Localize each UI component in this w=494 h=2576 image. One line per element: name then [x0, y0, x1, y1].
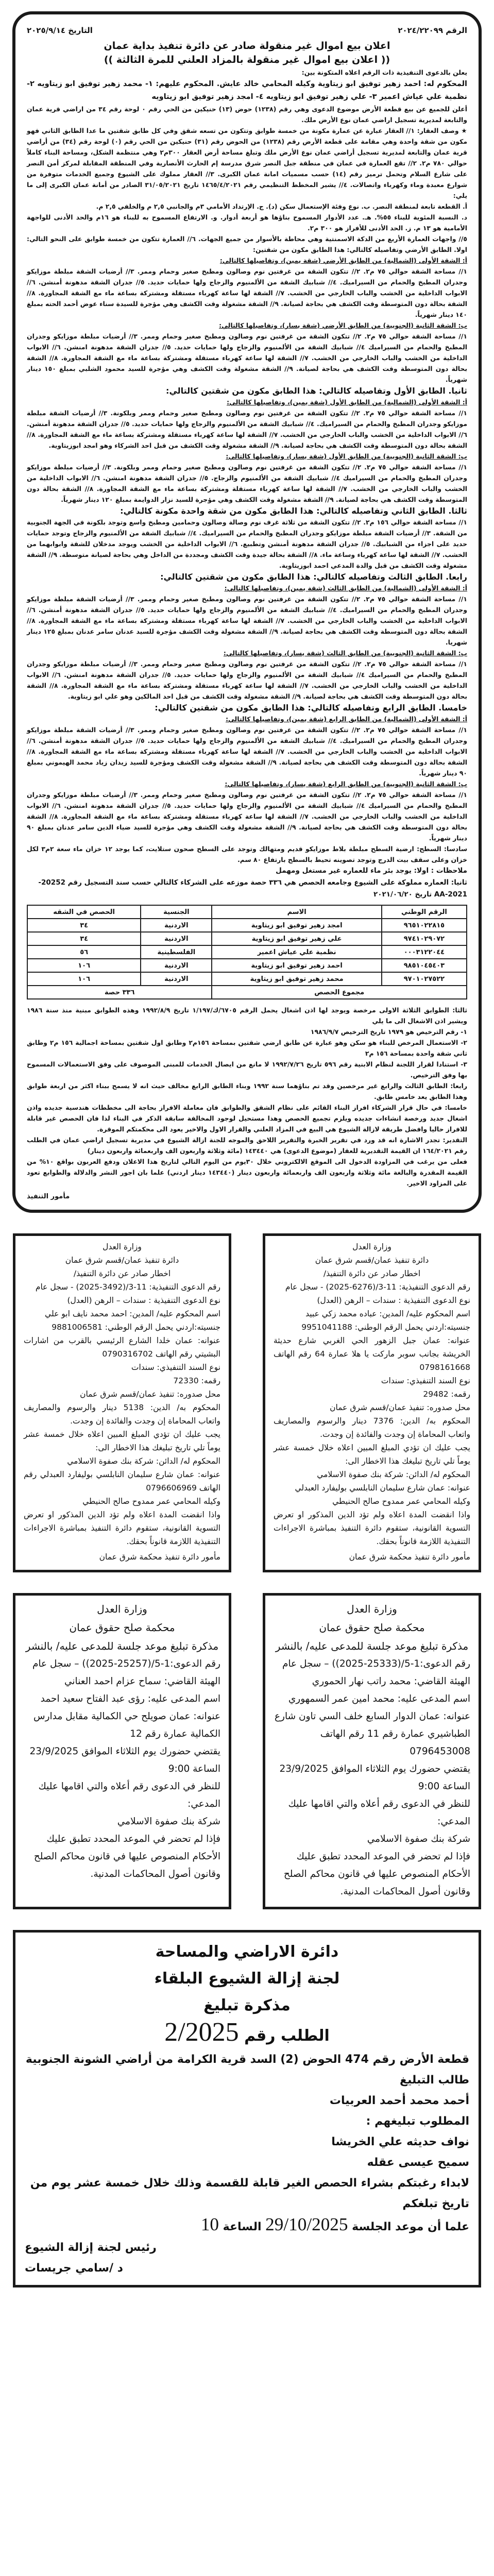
- floors-list: [27, 255, 467, 843]
- session-label: علما أن موعد الجلسة: [352, 2221, 469, 2233]
- memo-title: مذكرة تبليغ: [203, 1996, 291, 2014]
- notice-line: رقم الدعوى التنفيذية: 11-3/(6276-2025) - سجل عام: [285, 1282, 470, 1292]
- notice-line: اسم المحكوم عليه/ المدين: احمد محمد نايف ابو علي: [45, 1309, 220, 1318]
- table-cell: ٩٧٠١٠٢٧٥٢٢: [382, 972, 467, 986]
- notice-line: يجب عليك ان تؤدي المبلغ المبين اعلاه خلال خمسة عشر يوماً تلي تاريخ تبليغك هذا الاخطار الى:: [24, 1430, 220, 1452]
- execution-notice: [13, 1233, 231, 1572]
- plan-details-1: أ. القطعة تابعة لمنطقة النصر. ب. نوع وفئة الإستعمال سكن (د). ج. الإرتداد الأمامي ٣م والجانبي ٢,٥ م والخلفي ٢,٥ م.: [96, 202, 467, 210]
- notice-line: اسم المدعى عليه: رؤى عبد الفتاح سعيد احمد: [40, 1693, 220, 1704]
- floor-heading: ثانيا. الطابق الأول وتفاصيله كالتالي: هذا الطابق مكون من شقتين كالتالي:: [166, 386, 467, 396]
- notice-line: واذا انقضت المدة اعلاه ولم تؤد الدين المذكور او تعرض التسوية القانونية، ستقوم دائرة التنفيذ بمباشرة الاجراءات التنفيذية اللازمة قانوناً بحقك.: [274, 1510, 470, 1546]
- table-cell: الفلسطينية: [141, 945, 212, 959]
- apartment-details: ١// مساحة الشقة حوالي ٧٥ م٢. ٢// تتكون الشقة من غرفتين نوم وصالون ومطبخ صغير وحمام وممر وبلكونة. ٣// أرضيات مبلطة موزايكو وجدران المطبخ والحمام من السيراميك ٤// شبابيك الشقة من الألمنيوم والزجاج. ٥// جدران الشقة مدهونة امنشن. ٦// الابواب الداخلية من الخشب والباب الخارجي من الخشب. ٧// الشقة لها ساعة كهرباء مستقلة ومشتركة بساعة ماء مع الشقة المجاورة. ٨// الشقة بحالة دون المتوسطة وقت الكشف هي بحاجة لصيانة. ٩// الشقة مشغولة وقت الكشف وهي مؤجرة للسيد نزار الدوايمة بمبلغ ١٢٠ دينار شهرياً.: [27, 463, 467, 503]
- apartment-details: ١// مساحة الشقة حوالي ٧٥ م٢. ٢// تتكون الشقة من غرفتين نوم وصالون ومطبخ صغير وحمام وممر. ٣// أرضيات مبلطة موزايكو وجدران المطبخ والحمام من السيراميك ٤// شبابيك الشقة من الألمنيوم والزجاج ولها حمايات حديد. ٥// جدران الشقة مدهونة امنشن. ٦// الابواب الداخلية من الخشب والباب الخارجي من الخشب. ٧// الشقة لها ساعة كهرباء مستقلة ومشتركة بساعة ماء مع الشقة المجاورة. ٨// الشقة بحالة دون المتوسطة وقت الكشف هي بحاجة لصيانة. ٩// الشقة مشغولة وقت الكشف وهي مؤجرة للسيد محمود الشلبي بمبلغ ١٥٠ دينار شهرياً.: [27, 332, 467, 383]
- note-3: ثالثا: الطوابق الثلاثة الاولى مرخصة ويوجد لها اذن اشغال يحمل الرقم ٦٧٠٥/ك/١/١٩٧ تاريخ ١٩٩٢/٨/٩ وهذه الطوابق مبنية منذ سنة ١٩٨٦ ويشير اذن الاشغال الى ما يلي: [27, 1006, 467, 1025]
- note-2: ثانيا: العماره مملوكة على الشيوع وجامعه الحصص هي ٣٣٦ حصة موزعه على الشركاء كالتالي حسب سند التسجيل رقم 20252-AA-2021 تاريخ ٢٠٢١/٠٦/٢٠: [38, 878, 467, 899]
- notice-line: يقتضي حضورك يوم الثلاثاء الموافق 23/9/2025 الساعة 9:00: [279, 1764, 470, 1792]
- notice-line: اسم المحكوم عليه/ المدين: عباده محمد زكي عبيد: [305, 1309, 470, 1318]
- notice-line: مأمور دائرة تنفيذ محكمة شرق عمان: [99, 1552, 220, 1562]
- table-row: [27, 972, 467, 986]
- notice-line: واذا انقضت المدة اعلاه ولم تؤد الدين المذكور او تعرض التسوية القانونية، ستقوم دائرة التنفيذ بمباشرة الاجراءات التنفيذية اللازمة قانوناً بحقك.: [24, 1510, 220, 1546]
- notice-line: عنوانه: عمان صويلح حي الكمالية مقابل مدارس الكمالية عمارة رقم 12: [33, 1711, 220, 1739]
- note-3-2: ٢- الاستعمال المرخص للبناء هو سكن وهو عبارة عن طابق ارضي شقتين بمساحة ١٥٦م٢ وطابق اول شقتين بمساحة اجمالية ١٥٦ م٢ وطابق ثاني شقة واحدة بمساحة ١٥٦ م٢: [27, 1039, 467, 1057]
- requester-label: طالب التبليغ: [400, 2074, 469, 2087]
- notice-line: المحكوم له/ الدائن: شركة بنك صفوة الاسلامي: [317, 1470, 470, 1479]
- total-value: ٣٣٦ حصة: [27, 986, 212, 999]
- table-header: الاسم: [212, 905, 381, 919]
- table-cell: ٠٠٠٣١٢٢٠٤٤: [382, 945, 467, 959]
- table-cell: الاردنية: [141, 932, 212, 945]
- notice-line: عنوانه: عمان شارع سليمان النابلسي بوليفارد العبدلي: [295, 1483, 470, 1493]
- notice-line: المحكوم له/ الدائن: شركة بنك صفوة الاسلامي: [67, 1456, 220, 1466]
- note-3-3: ٣- استنادا لقرار اللجنة لنظام الابنية رقم ٥٩٦ تاريخ ١٩٩٢/٧/٢٦ لا مانع من ايصال الخدمات للمبنى الموصوف على وفق الاستعمالات المسموح بها وفق الترخيص.: [27, 1060, 467, 1079]
- roof: سادسا: السطح: ارضية السطح مبلطة بلاط موزايكو قديم ومتهالك وتوجد على السطح صحون ستلايت، كما يوجد ١٢ خزان ماء سعة ٢م٣ لكل خزان وعلى سقف بيت الدرج وتوجد تصوينه تحيط بالسطح بارتفاع ٨٠ سم.: [27, 845, 468, 863]
- table-header: الحصص في الشقه: [27, 905, 141, 919]
- notice-line: رقمه: 72330: [173, 1376, 220, 1385]
- court-summons: [13, 1593, 231, 1909]
- court-summons: [263, 1593, 481, 1909]
- note-5: خامسا: في حال قرار الشركاء افراز البناء القائم على نظام الشقق والطوابق فان معاملة الافراز بحاجة الى مخططات هندسية جديده واذن اشغال جديد ورخصة انشاءات جديده ويلزم تجميع الحصص وهذا مستحيل لوجود المخالفة سابقة الذكر في البناء لذا فان الحصص غير قابلة للافراز حاليا وافضل طريقة لازالة الشيوع هي البيع في المزاد العلني والقرار الاول والاخير يعود الى محكمتكم الموقرة.: [27, 1104, 467, 1133]
- notice-heading: دائرة تنفيذ عمان/قسم شرق عمان: [65, 1256, 179, 1265]
- notice-line: رقمه: 29482: [423, 1389, 470, 1399]
- table-cell: ١٠٦: [27, 972, 141, 986]
- apartment-title: أ: الشقة الأولى (الشمالية) من الطابق الرابع (شقة يمين)، وتفاصيلها كالتالي:: [226, 715, 467, 723]
- notice-line: رقم الدعوى:1-5/(25333-2025)) – سجل عام: [282, 1658, 470, 1669]
- committee: لجنة إزالة الشيوع البلقاء: [154, 1970, 340, 1988]
- notice-heading: دائرة تنفيذ عمان/قسم شرق عمان: [315, 1256, 429, 1265]
- recipient: سميح عيسى عقله: [367, 2156, 469, 2169]
- notice-line: الهيئة القاضي: محمد راتب نهار الحموري: [312, 1676, 470, 1687]
- notice-line: محل صدوره: تنفيذ عمان/قسم شرق عمان: [80, 1389, 220, 1399]
- note-3-1: ١- رقم الترخيص هو ١٩٧٩ تاريخ الترخيص ١٩٨٦/٩/٧: [310, 1028, 467, 1036]
- notice-line: عنوانه: عمان جبل الزهور الحي الغربي شارع حديثة الخريشة بجانب سوبر ماركت يا هلا عمارة 64 رقم الهاتف 0798161668: [274, 1336, 470, 1372]
- property-sale-notice: [12, 11, 482, 1213]
- apartment-title: ب: الشقة الثانية (الجنوبية) من الطابق الثالث (شقة يسار)، وتفاصيلها كالتالي:: [223, 649, 467, 657]
- table-total-row: [27, 986, 467, 999]
- notice-line: عنوانه: عمان الدوار السابع خلف السي تاون شارع الطباشيري عمارة رقم 11 رقم الهاتف 0796453008: [275, 1711, 470, 1757]
- notice-heading: مذكرة تبليغ موعد جلسة للمدعى عليه/ بالنشر: [275, 1640, 469, 1652]
- notice-line: نوع السند التنفيذي: سندات: [131, 1363, 220, 1372]
- court-summons-row: [13, 1593, 481, 1909]
- apartment-title: ب: الشقة الثانية (الجنوبية) من الطابق الرابع (شقة يسار)، وتفاصيلها كالتالي:: [225, 780, 467, 788]
- apartment-title: ب: الشقة الثانية (الجنوبية) من الطابق الأرضي (شقة يسار)، وتفاصيلها كالتالي:: [219, 321, 467, 329]
- notice-line: الهيئة القاضي: سماح عزام احمد العناني: [64, 1676, 220, 1687]
- table-cell: الاردنية: [141, 919, 212, 932]
- session-time: 10: [200, 2214, 219, 2234]
- notice-number: الرقم ٢٠٢٤/٢٢٠٩٩: [398, 26, 467, 35]
- notice-line: وكيله المحامي عمر ممدوح صالح الحنيطي: [82, 1497, 220, 1506]
- valuation: التقدير: تجدر الاشارة انه قد ورد في تقرير الخبرة والتقرير اللاحق والموجه للجنة ازالة الشيوع في مديرية تسجيل اراضي عمان في الطلب رقم ١٦٤/٢٠٢١ ان القيمة التقديرية للعقار (موضوع الدعوى) هي ١٤٣٤٤٠ (مائة وثلاثة واربعون الف واربعمائة واربعون دينار): [27, 1136, 467, 1155]
- notice-title: اعلان بيع اموال غير منقولة صادر عن دائرة تنفيذ بداية عمان: [104, 40, 390, 52]
- floor-heading: رابعا. الطابق الثالث وتفاصيله كالتالي: هذا الطابق مكون من شقتين كالتالي:: [160, 572, 467, 582]
- table-header: الرقم الوطني: [382, 905, 467, 919]
- notice-line: للنظر في الدعوى رقم أعلاه والتي اقامها عليك المدعي:: [288, 1799, 470, 1827]
- intro: يعلن بالدعوى التنفيذية ذات الرقم اعلاه المتكونة بين:: [301, 69, 467, 76]
- recipients-label: المطلوب تبليغهم :: [366, 2115, 469, 2128]
- total-label: مجموع الحصص: [212, 986, 467, 999]
- notice-line: شركة بنك صفوة الاسلامي: [367, 1834, 470, 1844]
- notice-line: يجب عليك ان تؤدي المبلغ المبين اعلاه خلال خمسة عشر يوماً تلي تاريخ تبليغك هذا الاخطار الى:: [274, 1443, 470, 1466]
- notice-line: المحكوم به/ الدين: 5138 دينار والرسوم والمصاريف واتعاب المحاماة إن وجدت والفائدة إن وجدت.: [24, 1403, 220, 1426]
- table-row: [27, 945, 467, 959]
- notice-heading: مذكرة تبليغ موعد جلسة للمدعى عليه/ بالنشر: [25, 1640, 219, 1652]
- notice-line: جنسيته:اردني يحمل الرقم الوطني: 9951041188: [301, 1323, 470, 1332]
- note-4: رابعا: الطابق الثالث والرابع غير مرخصين وقد تم بناؤهما سنة ١٩٩٢ وبناء الطابق الرابع مخالف حيث انه لا يسمح ببناء اكثر من اربعة طوابق وهذا الطابق يعد خامس طابق.: [27, 1082, 467, 1100]
- request-line: [25, 2019, 469, 2049]
- table-cell: احمد زهير توفيق ابو زيتاوية: [212, 959, 381, 972]
- floor-heading: ثالثا. الطابق الثاني وتفاصيله كالتالي: هذا الطابق مكون من شقة واحدة مكونة كالتالي:: [120, 506, 467, 516]
- apartment-details: ١// مساحة الشقة حوالي ٧٥ م٢. ٢// تتكون الشقة من غرفتين نوم وصالون ومطبخ صغير وحمام وممر. ٣// أرضيات مبلطة موزايكو وجدران المطبخ والحمام من السيراميك ٤// شبابيك الشقة من الألمنيوم والزجاج ولها حمايات حديد. ٥// جدران الشقة مدهونة امنشن. ٦// الابواب الداخلية من الخشب والباب الخارجي من الخشب. ٧// الشقة لها ساعة كهرباء مستقلة ومشتركة بساعة ماء مع الشقة المجاورة. ٨// الشقة بحالة دون المتوسطة وقت الكشف هي بحاجة لصيانة. ٩// الشقة مشغولة وقت الكشف وهي مؤجرة للسيد ضياء الدين سامر عدنان بمبلغ ٩٠ دينار شهرياً.: [27, 791, 467, 842]
- notice-line: فإذا لم تحضر في الموعد المحدد تطبق عليك الأحكام المنصوص عليها في قانون محاكم الصلح وقانون أصول المحاكمات المدنية.: [33, 1834, 220, 1879]
- notice-line: للنظر في الدعوى رقم أعلاه والتي اقامها عليك المدعي:: [38, 1781, 220, 1809]
- execution-notices-row: [13, 1233, 481, 1572]
- notice-line: رقم الدعوى:1-5/(25257-2025)) – سجل عام: [32, 1658, 220, 1669]
- table-cell: امجد زهير توفيق ابو زيتاوية: [212, 919, 381, 932]
- table-cell: علي زهير توفيق ابو زيتاوية: [212, 932, 381, 945]
- apartment-title: أ: الشقة الأولى (الشمالية) من الطابق الثالث (شقة يمين)، وتفاصيلها كالتالي:: [224, 584, 467, 592]
- notice-heading: محكمة صلح حقوق عمان: [69, 1621, 175, 1634]
- notice-line: نوع السند التنفيذي: سندات: [381, 1376, 470, 1385]
- signer-name: د /سامي جريسات: [25, 2262, 123, 2275]
- parcel: قطعة الأرض رقم 474 الحوض (2) السد قرية الكرامة من أراضي الشونة الجنوبية: [25, 2053, 469, 2066]
- apartment-title: أ: الشقة الأولى (الشمالية) من الطابق الأرضي (شقة يمين)، وتفاصيلها كالتالي:: [219, 257, 467, 264]
- table-row: [27, 959, 467, 972]
- notice-heading: اخطار صادر عن دائرة التنفيذ/: [73, 1269, 171, 1278]
- apartment-details: ١// مساحة الشقة حوالي ١٥٦ م٢. ٢// تتكون الشقة من ثلاثة غرف نوم وصالة وصالون وحمامين ومطبخ واسع وتوجد بلكونة في الجهة الجنوبية من الشقة. ٣// أرضيات الشقة مبلطة موزايكو وجدران المطبخ والحمام من السيراميك. ٤// شبابيك الشقة من الألمنيوم والزجاج وتوجد حمايات حديد على اجزاء من الشبابيك. ٥// جدران الشقة مدهونة أمنشن وتطبيع. ٦// الابواب الداخلية من الخشب ويوجد مدخلان للشقة وابوابهما من الخشب. ٧// الشقة لها ساعة كهرباء وساعة ماء. ٨// الشقة بحالة جيدة وقت الكشف ومجددة من الداخل وهي بحاجة لصيانة متوسطة. ٩// الشقة مشغولة وقت الكشف من قبل والدة المدعي احمد ابوزيتاوية.: [27, 518, 467, 569]
- table-cell: ٣٤: [27, 932, 141, 945]
- apartment-details: ١// مساحة الشقة حوالي ٧٥ م٢. ٢// تتكون الشقة من غرفتين نوم وصالون ومطبخ صغير وحمام وممر وبلكونة. ٣// أرضيات الشقة مبلطة موزايكو وجدران المطبخ والحمام من السيراميك. ٤// شبابيك الشقة من الألمنيوم والزجاج ولها حمايات حديد. ٥// جدران الشقة مدهونة أمنشن. ٦// الابواب الداخلية من الخشب والباب الخارجي من الخشب. ٧// الشقة لها ساعة كهرباء مستقلة ومشتركة بساعة ماء مع الشقة المجاورة. ٨// الشقة بحالة دون المتوسطة وقت الكشف هي بحاجة لصيانة. ٩// الشقة مشغولة وقت الكشف من قبل احد الشركاء وهو امجد ابوزيتاوية.: [27, 409, 467, 449]
- notice-line: عنوانه: عمان شارع سليمان النابلسي بوليفارد العبدلي رقم الهاتف 0796606969: [24, 1470, 220, 1493]
- announcement: أعلن للجميع عن بيع قطعة الأرض موضوع الدعوى وهي رقم (١٢٣٨) حوض (١٣) حنيكين من الحي رقم ٠ لوحة رقم ٣٤ من اراضي قرية عمان والتابعة لمديرية تسجيل اراضي عمان نوع الأرض ملك.: [27, 105, 467, 124]
- apartment-details: ١// مساحة الشقة حوالي ٧٥ م٢. ٢// تتكون الشقة من غرفتين نوم وصالون ومطبخ صغير وحمام وممر. ٣// أرضيات الشقة مبلطة موزايكو وجدران المطبخ والحمام من السيراميك. ٤// شبابيك الشقة من الألمنيوم والزجاج ولها حمايات حديد. ٥// جدران الشقة مدهونة أمنشن. ٦// الابواب الداخلية من الخشب والباب الخارجي من الخشب. ٧// الشقة لها ساعة كهرباء مستقلة ومشتركة بساعة ماء مع الشقة المجاورة. ٨// الشقة بحالة دون المتوسطة وقت الكشف هي بحاجة لصيانة. ٩// الشقة مشغولة وقت الكشف مؤجرة للسيد عدنان سامر عدنان بمبلغ ١٢٥ دينار شهريا.: [27, 595, 468, 646]
- notice-heading: وزارة العدل: [103, 1242, 142, 1251]
- shares-table: [27, 905, 467, 999]
- table-cell: ١٠٦: [27, 959, 141, 972]
- notice-line: اسم المدعى عليه: محمد امين عمر السمهوري: [288, 1693, 470, 1704]
- apartment-details: ١// مساحة الشقة حوالي ٧٥ م٢. ٢// تتكون الشقة من غرفتين نوم وصالون ومطبخ صغير وحمام وممر. ٣// أرضيات مبلطة موزايكو وجدران المطبخ والحمام من السيراميك ٤// شبابيك الشقة من الألمنيوم والزجاج ولها حمايات حديد. ٥// جدران الشقة مدهونة امنشن. ٦// الابواب الداخلية من الخشب والباب الخارجي من الخشب. ٧// الشقة لها ساعة كهرباء مستقلة ومشتركة بساعة ماء مع الشقة المجاورة. ٨// الشقة بحالة دون المتوسطة وقت الكشف هي بحاجة لصيانة. ٩// الشقة مشغولة وقت الكشف من قبل احد المالكين وهو علي ابو زيتاوية.: [27, 660, 467, 700]
- table-row: [27, 932, 467, 945]
- notice-date: التاريخ ٢٠٢٥/٩/١٤: [27, 26, 93, 35]
- plan-details-2: د. النسبة المئوية للبناء ٥٥%. هـ. عدد الأدوار المسموح بناؤها هو أربعة أدوار. و. الارتفاع المسموح به للبناء هو ١٦م والحد الأدنى للواجهة الأمامية هو ١٣ م. ز. الحد الأدنى للأفراز هو ٣٠٠ م٢.: [27, 213, 467, 232]
- table-cell: ٩٨٥١٠٤٥٤٠٣: [382, 959, 467, 972]
- requester: أحمد محمد أحمد العربيات: [329, 2094, 469, 2107]
- apartment-title: ب: الشقة الثانية (الجنوبية) من الطابق الأول (شقة يسار)، وتفاصيلها كالتالي:: [226, 452, 467, 460]
- signer-title: رئيس لجنة إزالة الشيوع: [25, 2241, 157, 2254]
- property-description: ★ وصف العقار: ١// العقار عبارة عن عمارة مكونة من خمسة طوابق وتتكون من تسعه شقق وفي كل طابق شقتين ما عدا الطابق الثاني فهو مكون من شقة واحدة وهي مقامة على قطعة الأرض رقم (١٢٣٨) من الحوض رقم (٣١) حنيكين من الحي رقم (٠) لوحة رقم (٣٤) من أراضي قرية عمان والتابعة لمديرية تسجيل أراضي عمان نوع الأرض ملك وتبلغ مساحة أرض العقار ٣٠٠م٢ وهي منتظمة الشكل، ومساحة البناء كاملاً حوالي ٧٨٠ م٢. ٢// تقع العمارة في عمان في منطقة جبل النصر شرق مدرسة إم الحارث الأنصارية وفي المنطقة المقابلة لمركز أمن النصر على شارع السلام وتحمل ترميز رقم (١٤) حسب مسميات امانة عمان الكبرى. ٣// العقار مملوك على الشيوع وجميع الخدمات متوفرة من شوارع معبدة وماء وكهرباء واتصالات. ٤// يشير المخطط التنظيمي رقم ١٤٦٥/٤/٢٠٢١ تاريخ ٣١/٠٥/٢٠٢١ الصادر من أمانة عمان الكبرى إلى ما يلي:: [27, 127, 468, 199]
- table-cell: ٩٧٤١٠٢٩٠٧٢: [382, 932, 467, 945]
- table-cell: الاردنية: [141, 972, 212, 986]
- request-number: 2/2025: [164, 2018, 239, 2047]
- notice-heading: اخطار صادر عن دائرة التنفيذ/: [323, 1269, 421, 1278]
- notice-line: رقم الدعوى التنفيذية: 11-3/(3492-2025) - سجل عام: [35, 1282, 220, 1292]
- notice-line: نوع الدعوى التنفيذية : سندات – الرهن (العدل): [67, 1296, 220, 1305]
- table-cell: محمد زهير توفيق ابو زيتاوية: [212, 972, 381, 986]
- note-1: ملاحظات : اولا: يوجد بئر ماء للعماره غير مستغل ومهمل: [276, 867, 467, 875]
- notice-line: محل صدوره: تنفيذ عمان/قسم شرق عمان: [330, 1403, 470, 1412]
- signature: مأمور التنفيذ: [27, 1193, 70, 1200]
- table-row: [27, 919, 467, 932]
- notice-heading: وزارة العدل: [352, 1242, 391, 1251]
- facades: ٥// واجهات العمارة الأربع من الدكة الاسمنتية وهي محاطة بالأسوار من جميع الجهات. ٦// العمارة تتكون من خمسة طوابق على النحو التالي: اولا. الطابق الأرضي وتفاصيله كالتالي: هذا الطابق مكون من شقتين:: [27, 235, 467, 253]
- table-cell: الاردنية: [141, 959, 212, 972]
- notice-heading: وزارة العدل: [347, 1603, 397, 1615]
- table-header: الجنسية: [141, 905, 212, 919]
- notice-line: نوع الدعوى التنفيذية : سندات – الرهن (العدل): [317, 1296, 470, 1305]
- session-date: 29/10/2025: [265, 2214, 348, 2234]
- notice-line: المحكوم به/ الدين: 7376 دينار والرسوم والمصاريف واتعاب المحاماة إن وجدت والفائدة إن وجدت.: [274, 1416, 470, 1439]
- request-label: الطلب رقم: [244, 2027, 330, 2045]
- notice-line: مأمور دائرة تنفيذ محكمة شرق عمان: [349, 1552, 470, 1562]
- table-cell: نظمية علي عياش اعمير: [212, 945, 381, 959]
- session-time-label: الساعة: [223, 2221, 262, 2233]
- notice-subtitle: (( اعلان بيع اموال غير منقولة بالمزاد العلني للمرة الثالثة )): [104, 54, 390, 65]
- land-dept-notice: [13, 1930, 481, 2287]
- notice-heading: محكمة صلح حقوق عمان: [319, 1621, 425, 1634]
- parties: المحكوم له: احمد زهير توفيق ابو زيتاوية وكيله المحامي خالد عايش. المحكوم عليهم: ١- محمد زهير توفيق ابو زيتاويه ٢-نظمية علي عياش اعمير ٣- علي زهير توفيق ابو زيتاويه ٤- امجد زهير توفيق ابو زيتاويه: [27, 80, 467, 101]
- notice-heading: وزارة العدل: [97, 1603, 147, 1615]
- apartment-title: أ: الشقة الأولى (الشمالية) من الطابق الأول (شقة يمين)، وتفاصيلها كالتالي:: [227, 398, 467, 406]
- department: دائرة الاراضي والمساحة: [155, 1943, 339, 1961]
- apartment-details: ١// مساحة الشقة حوالي ٧٥ م٢. ٢// تتكون الشقة من غرفتين نوم وصالون ومطبخ صغير وحمام وممر. ٣// أرضيات الشقة مبلطة موزايكو وجدران المطبخ والحمام من السيراميك. ٤// شبابيك الشقة من الألمنيوم والزجاج ولها حمايات حديد. ٥// جدران الشقة مدهونة أمنشن. ٦// الابواب الداخلية من الخشب والباب الخارجي من الخشب. ٧// الشقة لها ساعة كهرباء مستقلة ومشتركة بساعة ماء مع الشقة المجاورة. ٨// الشقة بحالة دون المتوسطة وقت الكشف هي بحاجة لصيانة. ٩// الشقة مشغولة وقت الكشف ومؤجرة للسيد زيدان زياد محمد الهيموني بمبلغ ٩٠ دينار شهرياً.: [27, 726, 468, 777]
- message: لابداء رغبتكم بشراء الحصص الغير قابلة للقسمة وذلك خلال خمسة عشر يوم من تاريخ تبلغكم: [30, 2177, 469, 2210]
- table-cell: ٣٤: [27, 919, 141, 932]
- session-line: [25, 2214, 469, 2238]
- notice-line: يقتضي حضورك يوم الثلاثاء الموافق 23/9/2025 الساعة 9:00: [29, 1746, 220, 1774]
- execution-notice: [263, 1233, 481, 1572]
- notice-line: فإذا لم تحضر في الموعد المحدد تطبق عليك الأحكام المنصوص عليها في قانون محاكم الصلح وقانون أصول المحاكمات المدنية.: [283, 1851, 470, 1897]
- table-cell: ٩٦٥١٠٢٢٨١٥: [382, 919, 467, 932]
- notice-line: وكيله المحامي عمر ممدوح صالح الحنيطي: [332, 1497, 470, 1506]
- table-header-row: [27, 905, 467, 919]
- floor-heading: خامسا. الطابق الرابع وتفاصيله كالتالي: هذا الطابق مكون من شقتين كالتالي:: [155, 703, 467, 713]
- notice-line: جنسيته:اردني يحمل الرقم الوطني: 9881006581: [52, 1323, 220, 1332]
- table-cell: ٥٦: [27, 945, 141, 959]
- notice-line: شركة بنك صفوة الاسلامي: [117, 1816, 220, 1827]
- recipient: نواف حديثه علي الخريشا: [331, 2136, 469, 2148]
- notice-line: عنوانه: عمان خلدا الشارع الرئيسي بالقرب من اشارات البشيتي رقم الهاتف 0790316702: [24, 1336, 220, 1359]
- bidding-terms: فعلى من يرغب في المزاودة الدخول الى الموقع الالكتروني خلال ٣٠يوم من اليوم التالي لتاريخ هذا الاعلان ودفع العربون بواقع ١٠% من القيمة المقدرة والبالغة مائة وثلاثة واربعون الف واربعمائة واربعون دينار (١٤٣٤٤٠ دينار اردني) علما بان اجور النشر والدلالة والطوابع تعود على المزاود الاخير.: [27, 1158, 468, 1187]
- apartment-details: ١// مساحة الشقة حوالي ٧٥ م٢. ٢// تتكون الشقة من غرفتين نوم وصالون ومطبخ صغير وحمام وممر. ٣// أرضيات الشقة مبلطة موزايكو وجدران المطبخ والحمام من السيراميك. ٤// شبابيك الشقة من الألمنيوم والزجاج ولها حمايات حديد. ٥// جدران الشقة مدهونة أمنشن. ٦// الابواب الداخلية من الخشب والباب الخارجي من الخشب. ٧// الشقة لها ساعة كهرباء مستقلة ومشتركة بساعة ماء مع الشقة المجاورة. ٨// الشقة بحالة دون المتوسطة وقت الكشف هي بحاجة لصيانة. ٩// الشقة مشغولة وقت الكشف وهي مؤجرة للسيدة سناء عوض أحمد الحته بمبلغ ١٤٠ دينار شهرياً.: [27, 267, 468, 318]
